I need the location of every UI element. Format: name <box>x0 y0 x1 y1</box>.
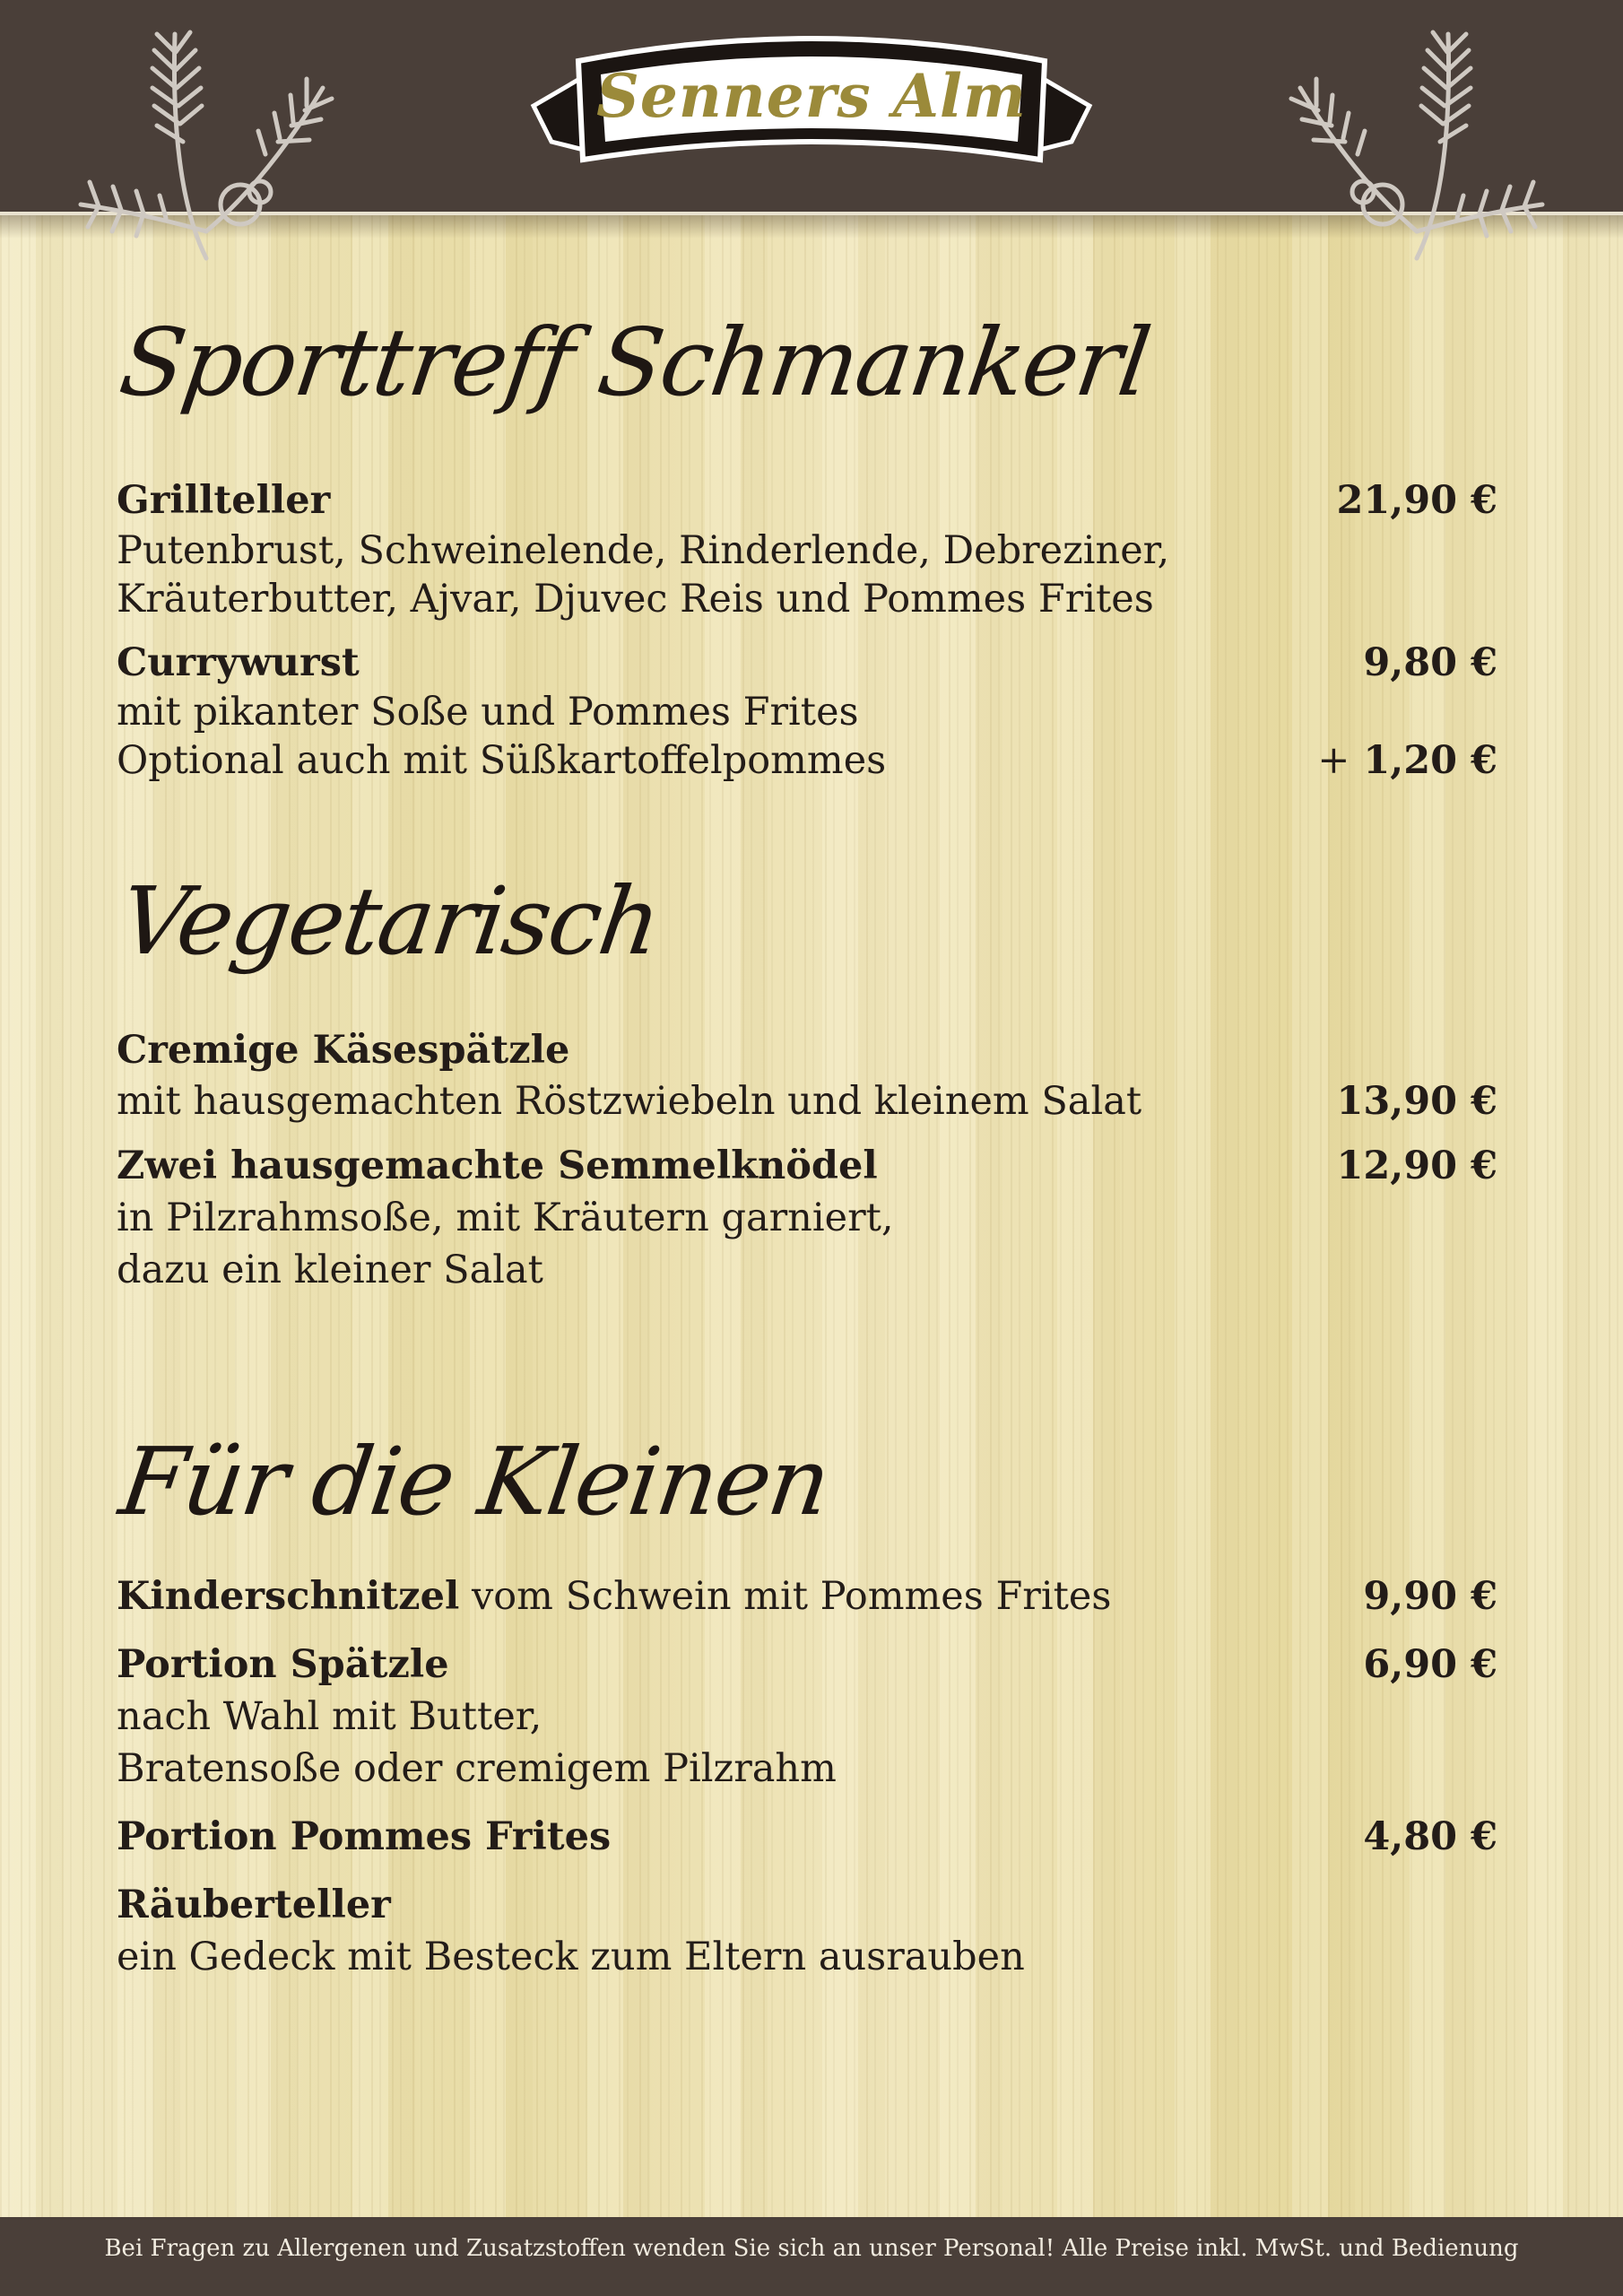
item-desc-semmelknoedel-2: dazu ein kleiner Salat <box>117 1248 543 1292</box>
item-price-spaetzle: 6,90 € <box>1363 1642 1497 1687</box>
item-desc-kinderschnitzel: vom Schwein mit Pommes Frites <box>459 1574 1112 1619</box>
item-desc-kaesespaetzle: mit hausgemachten Röstzwiebeln und kleinem Salat <box>117 1079 1142 1124</box>
item-desc-grillteller-1: Putenbrust, Schweinelende, Rinderlende, Debreziner, <box>117 528 1170 573</box>
section-title-vegetarisch: Vegetarisch <box>113 866 666 976</box>
section-title-kleinen: Für die Kleinen <box>113 1427 836 1536</box>
section-title-schmankerl: Sporttreff Schmankerl <box>113 308 1156 417</box>
pine-sprig-left-icon <box>72 16 341 267</box>
item-name-spaetzle: Portion Spätzle <box>117 1642 449 1687</box>
item-name-kaesespaetzle: Cremige Käsespätzle <box>117 1028 570 1073</box>
extra-price-value: 1,20 € <box>1363 738 1497 783</box>
item-desc-grillteller-2: Kräuterbutter, Ajvar, Djuvec Reis und Pommes Frites <box>117 577 1154 622</box>
item-name-currywurst: Currywurst <box>117 640 360 685</box>
item-name-kinderschnitzel: Kinderschnitzel <box>117 1574 460 1619</box>
item-desc-spaetzle-1: nach Wahl mit Butter, <box>117 1694 542 1739</box>
item-price-currywurst: 9,80 € <box>1363 640 1497 685</box>
item-price-pommes: 4,80 € <box>1363 1814 1497 1859</box>
item-price-kaesespaetzle: 13,90 € <box>1336 1079 1497 1124</box>
item-kinderschnitzel <box>117 1571 1111 1622</box>
item-desc-currywurst-1: mit pikanter Soße und Pommes Frites <box>117 690 859 735</box>
item-extra-price-currywurst <box>1317 735 1497 786</box>
item-price-grillteller: 21,90 € <box>1336 478 1497 523</box>
footer-note: Bei Fragen zu Allergenen und Zusatzstoffen wenden Sie sich an unser Personal! Alle Preise inkl. MwSt. und Bedienung <box>104 2235 1519 2262</box>
extra-plus-sign: + <box>1317 738 1350 783</box>
logo-text: Senners Alm <box>596 61 1027 131</box>
item-name-raeuberteller: Räuberteller <box>117 1883 391 1927</box>
item-desc-raeuberteller: ein Gedeck mit Besteck zum Eltern ausrauben <box>117 1935 1025 1979</box>
pine-sprig-right-icon <box>1282 16 1551 267</box>
item-name-pommes: Portion Pommes Frites <box>117 1814 612 1859</box>
item-price-semmelknoedel: 12,90 € <box>1336 1144 1497 1188</box>
item-name-grillteller: Grillteller <box>117 478 331 523</box>
item-desc-semmelknoedel-1: in Pilzrahmsoße, mit Kräutern garniert, <box>117 1196 894 1240</box>
item-price-kinderschnitzel: 9,90 € <box>1363 1574 1497 1619</box>
item-name-semmelknoedel: Zwei hausgemachte Semmelknödel <box>117 1144 878 1188</box>
item-desc-spaetzle-2: Bratensoße oder cremigem Pilzrahm <box>117 1746 837 1791</box>
item-desc-currywurst-2: Optional auch mit Süßkartoffelpommes <box>117 738 887 783</box>
